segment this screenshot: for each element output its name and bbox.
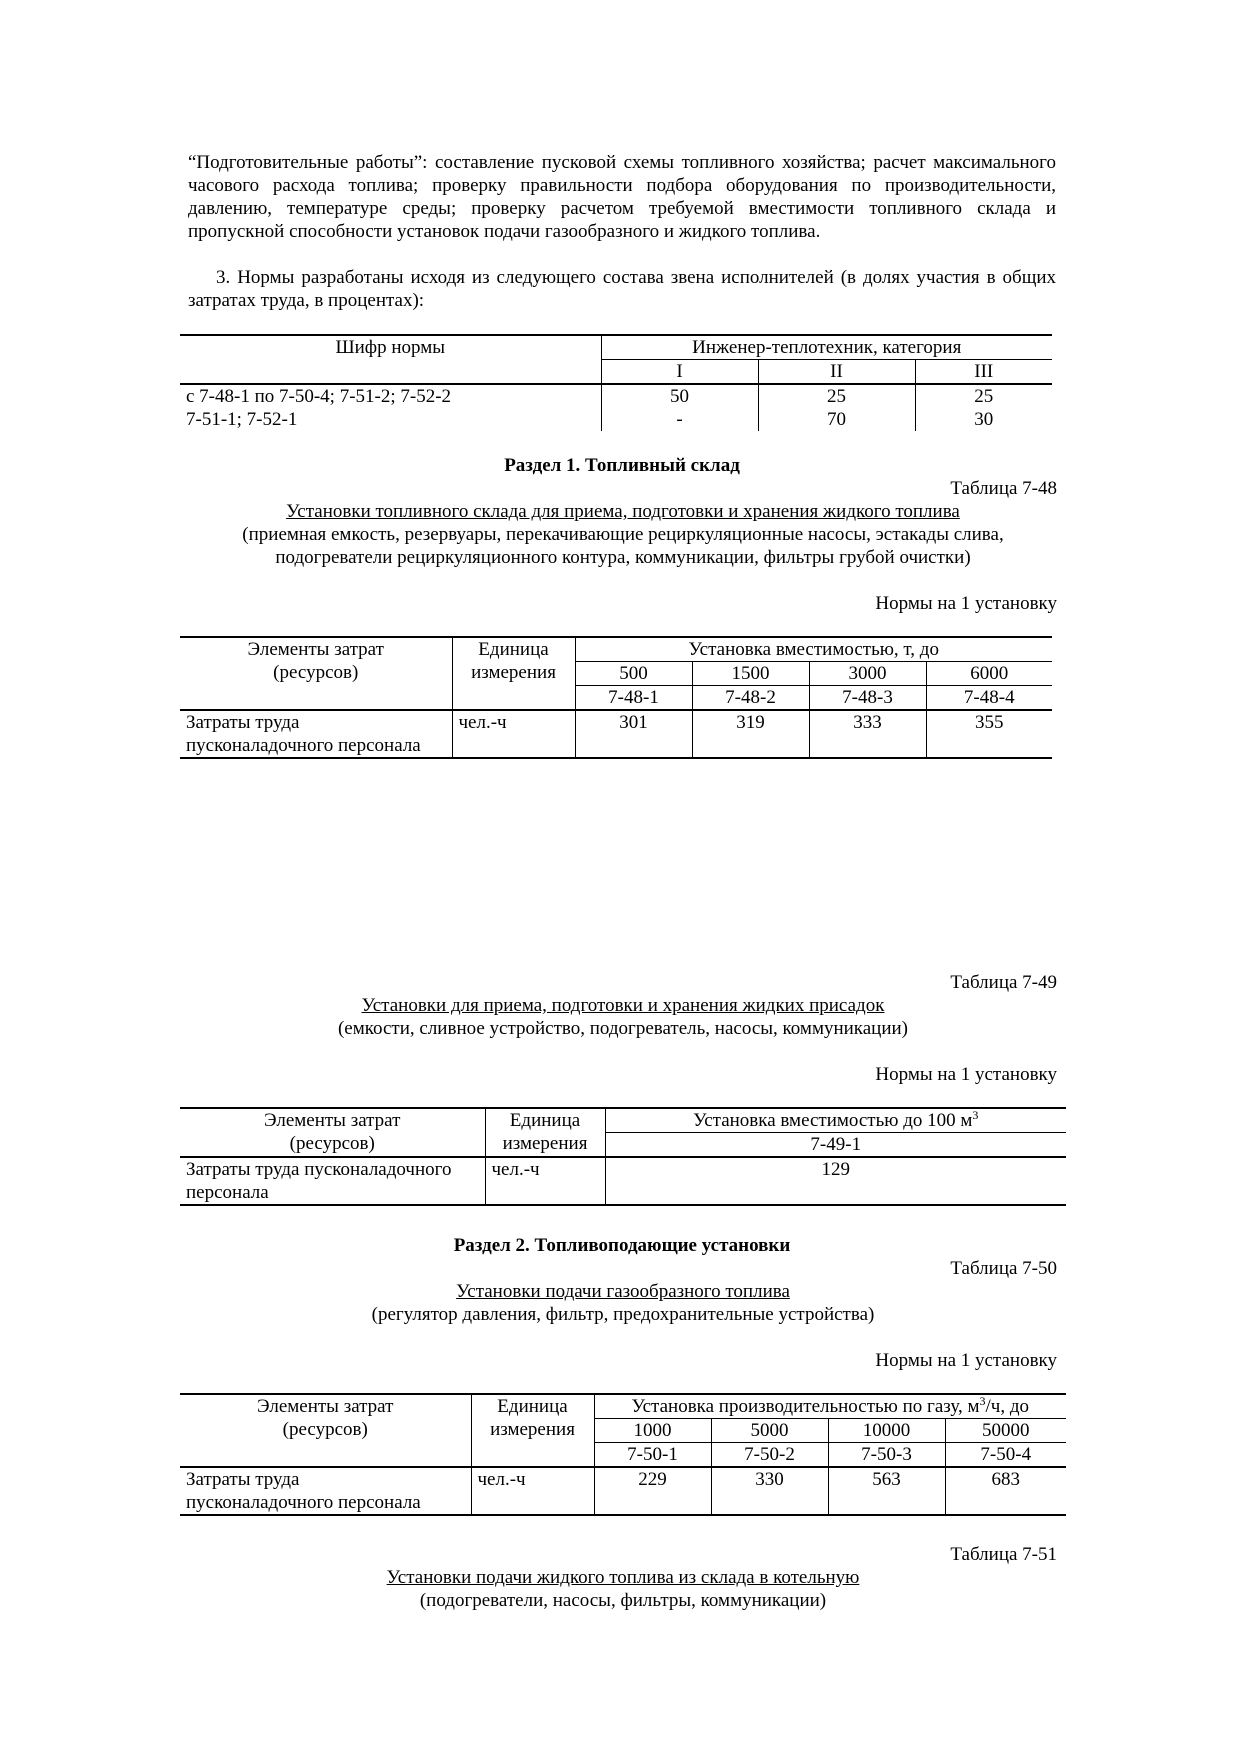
- header-capacity: 1500: [692, 662, 809, 686]
- intro-paragraph-1: “Подготовительные работы”: составление пусковой схемы топливного хозяйства; расчет максимального часового расхода топлива; проверку правильности подбора оборудования по производительности, давлению, температуре среды; проверку расчетом требуемой вместимости топливного склада и пропускной способности установок подачи газообразного и жидкого топлива.: [188, 152, 1056, 242]
- table-7-48-label: Таблица 7-48: [950, 478, 1057, 499]
- header-capacity-sup: 3: [972, 1108, 979, 1122]
- header-capacity: 500: [575, 662, 692, 686]
- header-elements-line-2: (ресурсов): [282, 1419, 368, 1440]
- header-capacity: 10000: [828, 1419, 945, 1443]
- header-capacity-text: Установка вместимостью до 100 м: [693, 1110, 973, 1131]
- header-unit-line-1: Единица: [478, 639, 549, 660]
- header-capacity: 6000: [926, 662, 1052, 686]
- crew-cat-2: 25: [758, 384, 915, 408]
- crew-header-cat-2: II: [758, 360, 915, 385]
- table-7-48-desc-1: (приемная емкость, резервуары, перекачивающие рециркуляционные насосы, эстакады слива,: [242, 524, 1004, 545]
- header-elements-line-1: Элементы затрат: [247, 639, 384, 660]
- section-2-heading: Раздел 2. Топливоподающие установки: [453, 1235, 791, 1256]
- table-7-49: [180, 1107, 1066, 1206]
- row-label-line-1: Затраты труда пусконаладочного: [186, 1159, 452, 1180]
- table-7-49-title: Установки для приема, подготовки и хранения жидких присадок: [361, 995, 885, 1016]
- header-code: 7-48-3: [809, 686, 926, 711]
- header-capacity: 1000: [594, 1419, 711, 1443]
- table-7-50-desc: (регулятор давления, фильтр, предохранительные устройства): [371, 1304, 875, 1325]
- header-capacity-text-a: Установка производительностью по газу, м: [631, 1396, 980, 1417]
- row-value: 563: [828, 1467, 945, 1515]
- header-unit-line-2: измерения: [490, 1419, 575, 1440]
- row-label-line-2: пусконаладочного персонала: [186, 735, 421, 756]
- crew-cat-3: 25: [915, 384, 1052, 408]
- header-elements: [180, 1394, 471, 1467]
- row-label-line-2: персонала: [186, 1182, 269, 1203]
- table-7-49-desc: (емкости, сливное устройство, подогреватель, насосы, коммуникации): [337, 1018, 909, 1039]
- header-code: 7-48-4: [926, 686, 1052, 711]
- row-label-line-1: Затраты труда: [186, 1469, 300, 1490]
- table-7-48: [180, 636, 1052, 759]
- crew-header-cat-1: I: [601, 360, 758, 385]
- crew-header-code: Шифр нормы: [180, 335, 601, 384]
- header-unit-line-2: измерения: [471, 662, 556, 683]
- row-value: 330: [711, 1467, 828, 1515]
- table-7-50-title-wrap: [188, 1281, 1058, 1303]
- row-value: 129: [605, 1157, 1066, 1205]
- row-unit: чел.-ч: [485, 1157, 605, 1205]
- header-capacity-group: [605, 1108, 1066, 1133]
- header-code: 7-50-4: [945, 1443, 1066, 1468]
- header-capacity-group: [594, 1394, 1066, 1419]
- header-elements-line-1: Элементы затрат: [257, 1396, 394, 1417]
- header-capacity: 3000: [809, 662, 926, 686]
- table-7-48-title: Установки топливного склада для приема, подготовки и хранения жидкого топлива: [286, 501, 960, 522]
- header-elements: [180, 637, 452, 710]
- crew-code: с 7-48-1 по 7-50-4; 7-51-2; 7-52-2: [180, 384, 601, 408]
- header-capacity-text-b: /ч, до: [985, 1396, 1030, 1417]
- crew-header-cat-3: III: [915, 360, 1052, 385]
- row-value: 355: [926, 710, 1052, 758]
- row-value: 319: [692, 710, 809, 758]
- header-code: 7-50-3: [828, 1443, 945, 1468]
- table-7-50-label: Таблица 7-50: [950, 1258, 1057, 1279]
- crew-header-engineer: Инженер-теплотехник, категория: [601, 335, 1052, 360]
- header-elements-line-2: (ресурсов): [289, 1133, 375, 1154]
- row-value: 333: [809, 710, 926, 758]
- table-row: [180, 1157, 1066, 1205]
- header-unit-line-2: измерения: [502, 1133, 588, 1154]
- header-code: 7-49-1: [605, 1133, 1066, 1158]
- crew-cat-1: 50: [601, 384, 758, 408]
- header-unit: [485, 1108, 605, 1157]
- row-value: 301: [575, 710, 692, 758]
- crew-cat-2: 70: [758, 408, 915, 431]
- table-7-50-norm-note: Нормы на 1 установку: [875, 1350, 1057, 1371]
- header-unit-line-1: Единица: [509, 1110, 581, 1131]
- section-1-heading: Раздел 1. Топливный склад: [504, 455, 740, 476]
- table-row: [180, 408, 1052, 431]
- table-7-48-title-wrap: [188, 501, 1058, 523]
- table-7-49-title-wrap: [188, 995, 1058, 1017]
- row-label-line-2: пусконаладочного персонала: [186, 1492, 421, 1513]
- table-row: [180, 384, 1052, 408]
- crew-cat-1: -: [601, 408, 758, 431]
- table-row: [180, 710, 1052, 758]
- header-capacity-group: Установка вместимостью, т, до: [575, 637, 1052, 662]
- row-label-line-1: Затраты труда: [186, 712, 300, 733]
- row-value: 683: [945, 1467, 1066, 1515]
- header-unit: [452, 637, 575, 710]
- row-label: [180, 710, 452, 758]
- header-elements-line-1: Элементы затрат: [264, 1110, 401, 1131]
- crew-table: [180, 334, 1052, 431]
- header-code: 7-50-2: [711, 1443, 828, 1468]
- header-capacity: 5000: [711, 1419, 828, 1443]
- row-value: 229: [594, 1467, 711, 1515]
- crew-cat-3: 30: [915, 408, 1052, 431]
- header-elements-line-2: (ресурсов): [273, 662, 359, 683]
- crew-code: 7-51-1; 7-52-1: [186, 409, 298, 430]
- row-label: [180, 1157, 485, 1205]
- table-7-51-title: Установки подачи жидкого топлива из склада в котельную: [386, 1567, 860, 1588]
- header-code: 7-48-2: [692, 686, 809, 711]
- table-7-50-title: Установки подачи газообразного топлива: [456, 1281, 790, 1302]
- table-7-51-title-wrap: [188, 1567, 1058, 1589]
- header-code: 7-50-1: [594, 1443, 711, 1468]
- header-capacity: 50000: [945, 1419, 1066, 1443]
- header-unit: [471, 1394, 594, 1467]
- table-row: [180, 1467, 1066, 1515]
- table-7-49-norm-note: Нормы на 1 установку: [875, 1064, 1057, 1085]
- header-capacity-sup: 3: [979, 1394, 986, 1408]
- table-7-48-desc-2: подогреватели рециркуляционного контура, коммуникации, фильтры грубой очистки): [275, 547, 971, 568]
- table-7-51-label: Таблица 7-51: [950, 1544, 1057, 1565]
- row-unit: чел.-ч: [452, 710, 575, 758]
- header-unit-line-1: Единица: [497, 1396, 568, 1417]
- header-elements: [180, 1108, 485, 1157]
- row-label: [180, 1467, 471, 1515]
- intro-paragraph-2: 3. Нормы разработаны исходя из следующего состава звена исполнителей (в долях участия в общих затратах труда, в процентах):: [188, 267, 1056, 311]
- header-code: 7-48-1: [575, 686, 692, 711]
- table-7-50: [180, 1393, 1066, 1516]
- row-unit: чел.-ч: [471, 1467, 594, 1515]
- table-7-49-label: Таблица 7-49: [950, 972, 1057, 993]
- table-7-48-norm-note: Нормы на 1 установку: [875, 593, 1057, 614]
- table-7-51-desc: (подогреватели, насосы, фильтры, коммуникации): [419, 1590, 827, 1611]
